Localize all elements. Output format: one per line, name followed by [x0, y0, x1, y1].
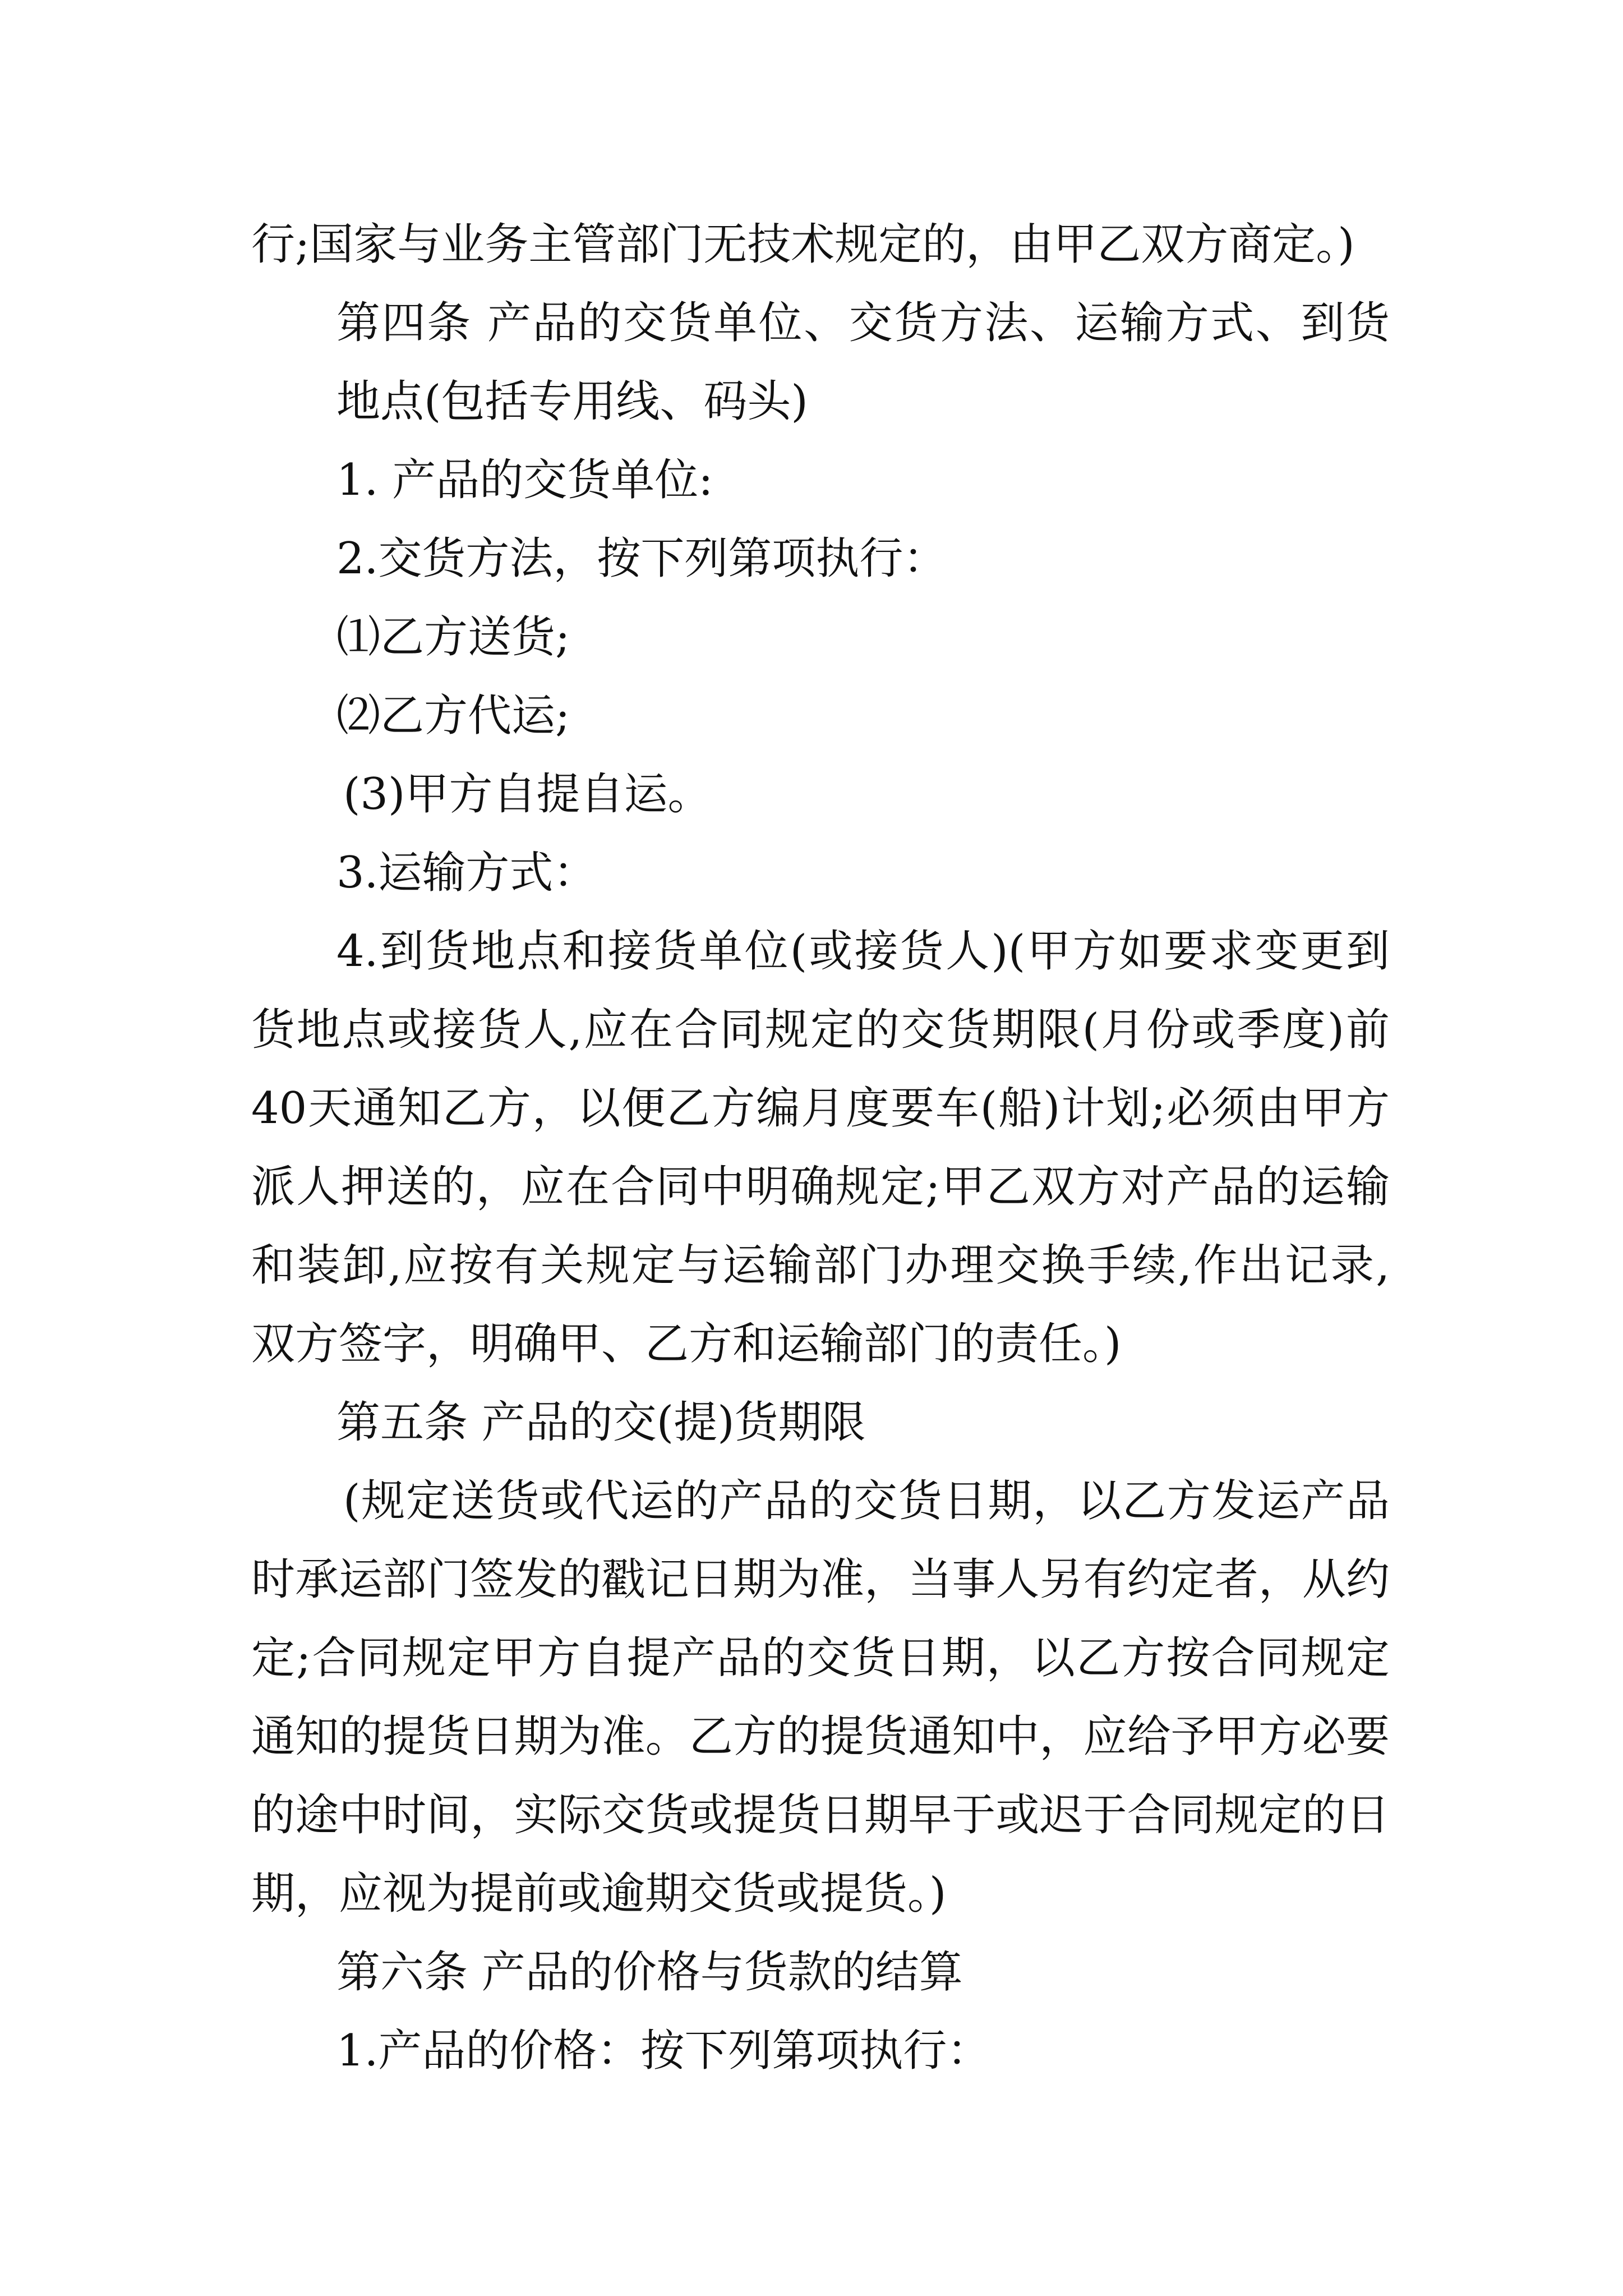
- paragraph-line: 和装卸,应按有关规定与运输部门办理交换手续,作出记录,: [251, 1240, 1390, 1291]
- paragraph-line: 定;合同规定甲方自提产品的交货日期，以乙方按合同规定: [251, 1633, 1390, 1683]
- paragraph-line: 派人押送的，应在合同中明确规定;甲乙双方对产品的运输: [251, 1162, 1390, 1212]
- article-heading: 第五条 产品的交(提)货期限: [336, 1397, 866, 1448]
- paragraph-line: 的途中时间，实际交货或提货日期早于或迟于合同规定的日: [251, 1790, 1390, 1841]
- list-item: 1.产品的价格：按下列第项执行：: [336, 2026, 991, 2076]
- list-item: 3.运输方式：: [336, 848, 597, 898]
- sub-list-item: (3)甲方自提自运。: [343, 769, 712, 820]
- sub-list-item: ⑵乙方代运;: [336, 691, 570, 741]
- sub-list-item: ⑴乙方送货;: [336, 612, 570, 662]
- paragraph-line: 通知的提货日期为准。乙方的提货通知中，应给予甲方必要: [251, 1711, 1390, 1762]
- paragraph-line: 货地点或接货人,应在合同规定的交货期限(月份或季度)前: [251, 1005, 1390, 1055]
- paragraph-line: 4.到货地点和接货单位(或接货人)(甲方如要求变更到: [336, 926, 1390, 977]
- paragraph-line: 40天通知乙方，以便乙方编月度要车(船)计划;必须由甲方: [251, 1083, 1390, 1134]
- article-heading: 第六条 产品的价格与货款的结算: [336, 1947, 963, 1998]
- paragraph-line: 行;国家与业务主管部门无技术规定的，由甲乙双方商定。): [251, 219, 1355, 270]
- paragraph-line: (规定送货或代运的产品的交货日期，以乙方发运产品: [343, 1476, 1390, 1526]
- paragraph-line: 期，应视为提前或逾期交货或提货。): [251, 1869, 947, 1919]
- paragraph-line: 时承运部门签发的戳记日期为准，当事人另有约定者，从约: [251, 1554, 1390, 1605]
- article-heading-continued: 地点(包括专用线、码头): [336, 376, 808, 427]
- list-item: 1. 产品的交货单位:: [336, 455, 713, 505]
- article-heading: 第四条 产品的交货单位、交货方法、运输方式、到货: [336, 298, 1390, 348]
- list-item: 2.交货方法，按下列第项执行：: [336, 533, 947, 584]
- paragraph-line: 双方签字，明确甲、乙方和运输部门的责任。): [251, 1319, 1122, 1369]
